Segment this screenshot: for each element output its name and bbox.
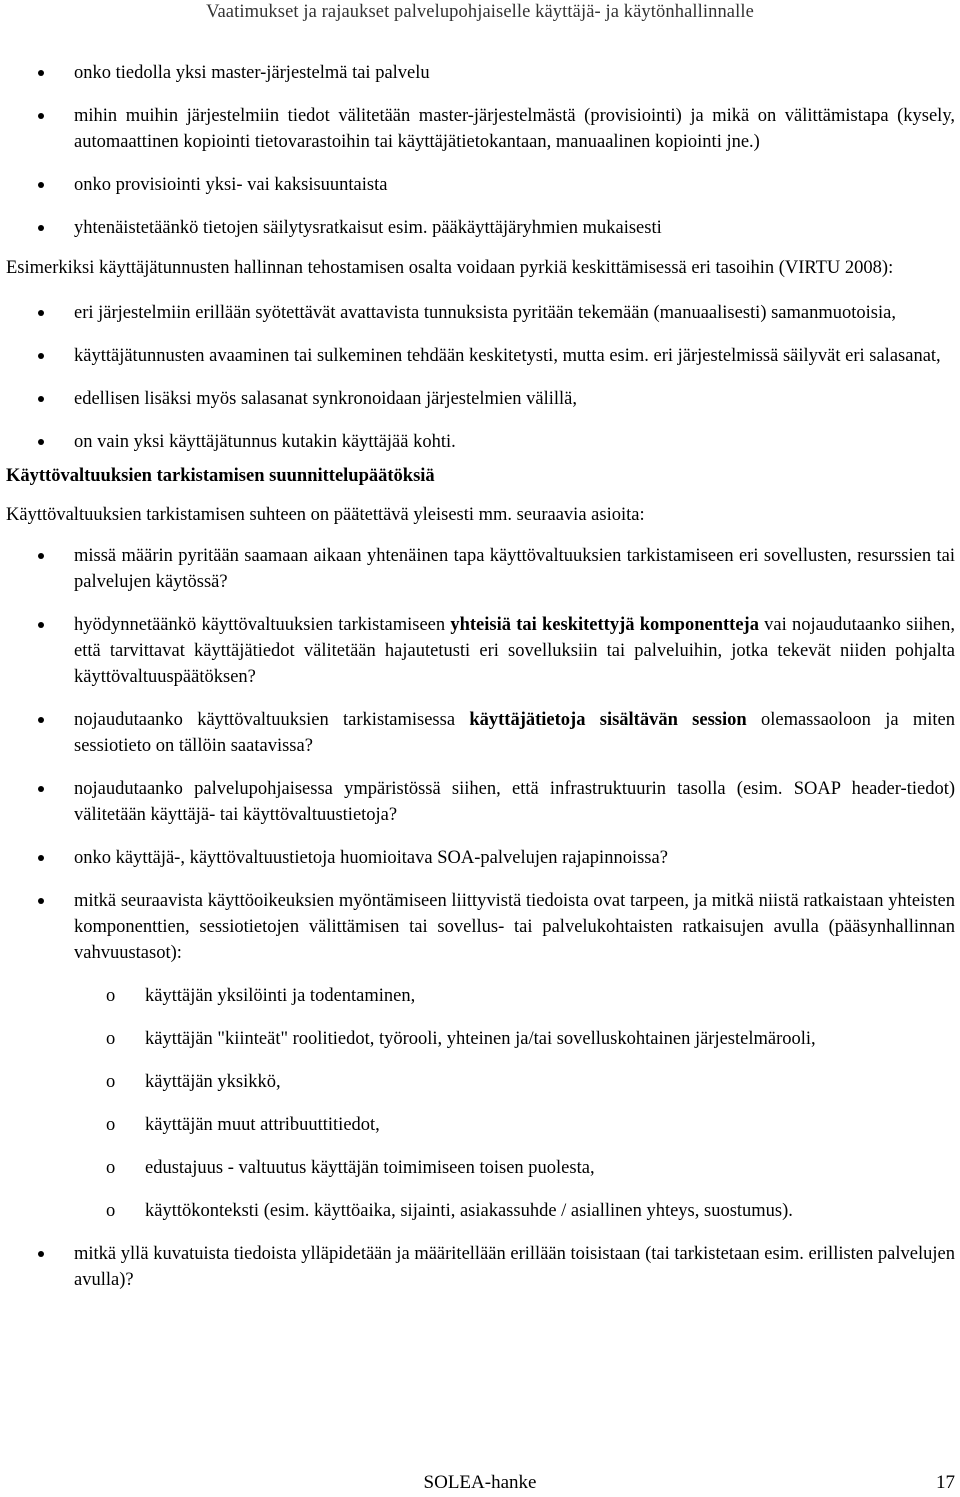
bullet-icon <box>38 353 44 359</box>
sub-list-item: o käyttäjän yksilöinti ja todentaminen, <box>0 983 960 1009</box>
list-item: onko provisiointi yksi- vai kaksisuuntaista <box>0 172 960 198</box>
list-item: eri järjestelmiin erillään syötettävät avattavista tunnuksista pyritään tekemään (manuaalisesti) samanmuotoisia, <box>0 300 960 326</box>
list-item: mihin muihin järjestelmiin tiedot välitetään master-järjestelmästä (provisiointi) ja mikä on välittämistapa (kysely, automaattinen kopiointi tietovarastoihin tai käyttäjätietokantaan, manuaalinen kopiointi jne.) <box>0 103 960 155</box>
bullet-icon <box>38 898 44 904</box>
page-number: 17 <box>936 1472 955 1493</box>
list-item: on vain yksi käyttäjätunnus kutakin käyttäjää kohti. <box>0 429 960 455</box>
circle-marker-icon: o <box>106 986 116 1006</box>
document-body <box>0 60 960 1293</box>
sub-list <box>0 983 960 1224</box>
bullet-icon <box>38 717 44 723</box>
sub-list-item: o edustajuus - valtuutus käyttäjän toimimiseen toisen puolesta, <box>0 1155 960 1181</box>
bullet-icon <box>38 70 44 76</box>
sub-list-item: o käyttökonteksti (esim. käyttöaika, sijainti, asiakassuhde / asiallinen yhteys, suostumus). <box>0 1198 960 1224</box>
bullet-icon <box>38 439 44 445</box>
bullet-icon <box>38 113 44 119</box>
list-item: mitkä yllä kuvatuista tiedoista ylläpidetään ja määritellään erillään toisistaan (tai tarkistetaan esim. erillisten palvelujen avulla)? <box>0 1241 960 1293</box>
list-item: missä määrin pyritään saamaan aikaan yhtenäinen tapa käyttövaltuuksien tarkistamiseen eri sovellusten, resurssien tai palvelujen käytössä? <box>0 543 960 595</box>
circle-marker-icon: o <box>106 1115 116 1135</box>
circle-marker-icon: o <box>106 1072 116 1092</box>
bullet-list-1 <box>0 60 960 241</box>
bullet-icon <box>38 182 44 188</box>
list-item: onko tiedolla yksi master-järjestelmä tai palvelu <box>0 60 960 86</box>
sub-list-item: o käyttäjän muut attribuuttitiedot, <box>0 1112 960 1138</box>
paragraph: Esimerkiksi käyttäjätunnusten hallinnan tehostamisen osalta voidaan pyrkiä keskittämisessä eri tasoihin (VIRTU 2008): <box>6 258 894 278</box>
bullet-icon <box>38 786 44 792</box>
bullet-icon <box>38 396 44 402</box>
bullet-list-2 <box>0 300 960 455</box>
bullet-icon <box>38 1251 44 1257</box>
bullet-list-3 <box>0 543 960 966</box>
paragraph: Käyttövaltuuksien tarkistamisen suhteen on päätettävä yleisesti mm. seuraavia asioita: <box>6 505 645 525</box>
bullet-list-4 <box>0 1241 960 1293</box>
list-item: käyttäjätunnusten avaaminen tai sulkeminen tehdään keskitetysti, mutta esim. eri järjestelmissä säilyvät eri salasanat, <box>0 343 960 369</box>
bullet-icon <box>38 553 44 559</box>
bullet-icon <box>38 855 44 861</box>
list-item: yhtenäistetäänkö tietojen säilytysratkaisut esim. pääkäyttäjäryhmien mukaisesti <box>0 215 960 241</box>
list-item: hyödynnetäänkö käyttövaltuuksien tarkistamiseen yhteisiä tai keskitettyjä komponentteja vai nojaudutaanko siihen, että tarvittavat käyttäjätiedot välitetään hajautetusti eri sovelluksiin tai palveluihin, jotka tekevät niiden pohjalta käyttövaltuuspäätöksen? <box>0 612 960 690</box>
section-heading: Käyttövaltuuksien tarkistamisen suunnittelupäätöksiä <box>6 466 435 486</box>
sub-list-item: o käyttäjän yksikkö, <box>0 1069 960 1095</box>
footer-project: SOLEA-hanke <box>423 1472 537 1493</box>
list-item: nojaudutaanko käyttövaltuuksien tarkistamisessa käyttäjätietoja sisältävän session olemassaoloon ja miten sessiotieto on tällöin saatavissa? <box>0 707 960 759</box>
list-item: edellisen lisäksi myös salasanat synkronoidaan järjestelmien välillä, <box>0 386 960 412</box>
list-item: mitkä seuraavista käyttöoikeuksien myöntämiseen liittyvistä tiedoista ovat tarpeen, ja mitkä niistä ratkaistaan yhteisten komponenttien, sessiotietojen välittämisen tai sovellus- tai palvelukohtaisten ratkaisujen avulla (pääsynhallinnan vahvuustasot): <box>0 888 960 966</box>
bullet-icon <box>38 310 44 316</box>
circle-marker-icon: o <box>106 1029 116 1049</box>
circle-marker-icon: o <box>106 1201 116 1221</box>
bullet-icon <box>38 622 44 628</box>
circle-marker-icon: o <box>106 1158 116 1178</box>
list-item: onko käyttäjä-, käyttövaltuustietoja huomioitava SOA-palvelujen rajapinnoissa? <box>0 845 960 871</box>
list-item: nojaudutaanko palvelupohjaisessa ympäristössä siihen, että infrastruktuurin tasolla (esim. SOAP header-tiedot) välitetään käyttäjä- tai käyttövaltuustietoja? <box>0 776 960 828</box>
bullet-icon <box>38 225 44 231</box>
page-header: Vaatimukset ja rajaukset palvelupohjaiselle käyttäjä- ja käytönhallinnalle <box>206 2 754 22</box>
sub-list-item: o käyttäjän "kiinteät" roolitiedot, työrooli, yhteinen ja/tai sovelluskohtainen järjestelmärooli, <box>0 1026 960 1052</box>
